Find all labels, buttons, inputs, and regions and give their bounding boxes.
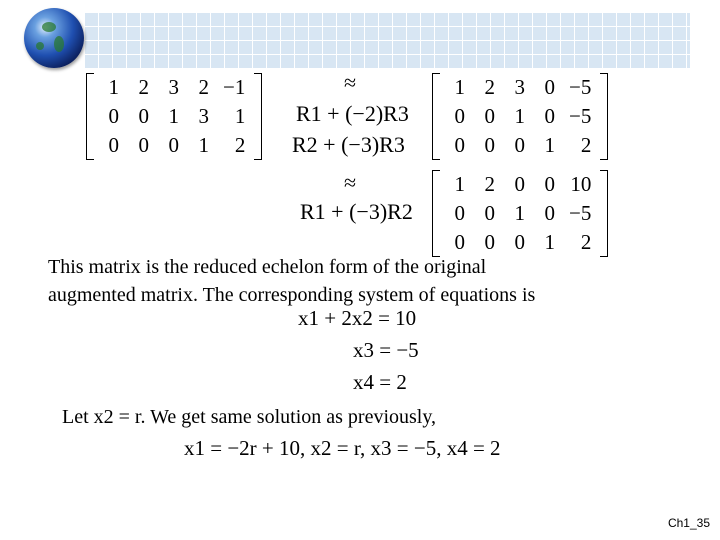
matrix-cell: 0: [138, 133, 149, 157]
matrix-cell: 0: [484, 104, 495, 128]
matrix-cell: 0: [454, 230, 465, 254]
explanation-line-1: This matrix is the reduced echelon form of the original: [48, 256, 487, 278]
equation-3: x4 = 2: [353, 370, 407, 394]
header-banner: [84, 12, 690, 68]
right-bracket: [600, 170, 608, 257]
matrix-cell: 2: [234, 133, 246, 157]
explanation-line-2: augmented matrix. The corresponding system of equations is: [48, 284, 536, 306]
matrix-cell: 0: [454, 133, 465, 157]
matrix-cell: 2: [138, 75, 149, 99]
matrix-cell: 1: [514, 104, 525, 128]
matrix-cell: 2: [484, 75, 495, 99]
matrix-cell: 3: [198, 104, 209, 128]
slide-number: Ch1_35: [667, 516, 710, 530]
row-op-1a: R1 + (−2)R3: [296, 101, 409, 126]
matrix-cell: 2: [580, 230, 592, 254]
matrix-row: [442, 170, 598, 199]
matrix-reduced-table: [442, 170, 598, 257]
right-bracket: [600, 73, 608, 160]
matrix-cell: 0: [514, 133, 525, 157]
matrix-cell: −1: [223, 75, 246, 99]
matrix-cell: 2: [484, 172, 495, 196]
matrix-cell: 1: [514, 201, 525, 225]
matrix-cell: 0: [544, 172, 555, 196]
matrix-cell: 0: [544, 104, 555, 128]
approx-symbol-2: ≈: [344, 170, 357, 195]
matrix-cell: 1: [108, 75, 119, 99]
matrix-cell: 0: [514, 172, 525, 196]
globe-logo-icon: [24, 8, 84, 68]
matrix-cell: 1: [198, 133, 209, 157]
matrix-row: [442, 199, 598, 228]
matrix-cell: 0: [544, 75, 555, 99]
approx-symbol-1: ≈: [344, 70, 357, 95]
matrix-cell: 1: [234, 104, 246, 128]
matrix-cell: 2: [198, 75, 209, 99]
matrix-cell: 0: [108, 104, 119, 128]
matrix-cell: 0: [514, 230, 525, 254]
matrix-row: [96, 102, 252, 131]
row-op-1b: R2 + (−3)R3: [292, 132, 405, 157]
matrix-row: [96, 73, 252, 102]
matrix-cell: 10: [570, 172, 592, 196]
matrix-original: [86, 73, 262, 160]
matrix-cell: 0: [168, 133, 179, 157]
matrix-cell: 3: [514, 75, 525, 99]
matrix-cell: 1: [454, 75, 465, 99]
matrix-cell: 0: [484, 133, 495, 157]
matrix-original-table: [96, 73, 252, 160]
matrix-cell: 0: [138, 104, 149, 128]
matrix-cell: 1: [454, 172, 465, 196]
let-statement: Let x2 = r. We get same solution as previously,: [62, 406, 437, 428]
matrix-cell: 1: [544, 230, 555, 254]
row-op-2a: R1 + (−3)R2: [300, 199, 413, 224]
matrix-row: [442, 102, 598, 131]
matrix-cell: 0: [484, 201, 495, 225]
matrix-row: [442, 131, 598, 160]
matrix-cell: 0: [454, 104, 465, 128]
matrix-cell: 1: [544, 133, 555, 157]
matrix-step-1: [432, 73, 608, 160]
right-bracket: [254, 73, 262, 160]
equation-2: x3 = −5: [353, 338, 419, 362]
matrix-row: [442, 228, 598, 257]
matrix-cell: −5: [569, 201, 592, 225]
solution-line: x1 = −2r + 10, x2 = r, x3 = −5, x4 = 2: [184, 436, 501, 460]
matrix-cell: 1: [168, 104, 179, 128]
matrix-cell: −5: [569, 104, 592, 128]
matrix-cell: 0: [454, 201, 465, 225]
left-bracket: [432, 170, 440, 257]
matrix-cell: 0: [108, 133, 119, 157]
left-bracket: [432, 73, 440, 160]
matrix-cell: −5: [569, 75, 592, 99]
matrix-row: [442, 73, 598, 102]
left-bracket: [86, 73, 94, 160]
matrix-step-1-table: [442, 73, 598, 160]
matrix-reduced: [432, 170, 608, 257]
equation-1: x1 + 2x2 = 10: [298, 306, 417, 330]
matrix-row: [96, 131, 252, 160]
matrix-cell: 0: [484, 230, 495, 254]
matrix-cell: 2: [580, 133, 592, 157]
matrix-cell: 3: [168, 75, 179, 99]
matrix-cell: 0: [544, 201, 555, 225]
